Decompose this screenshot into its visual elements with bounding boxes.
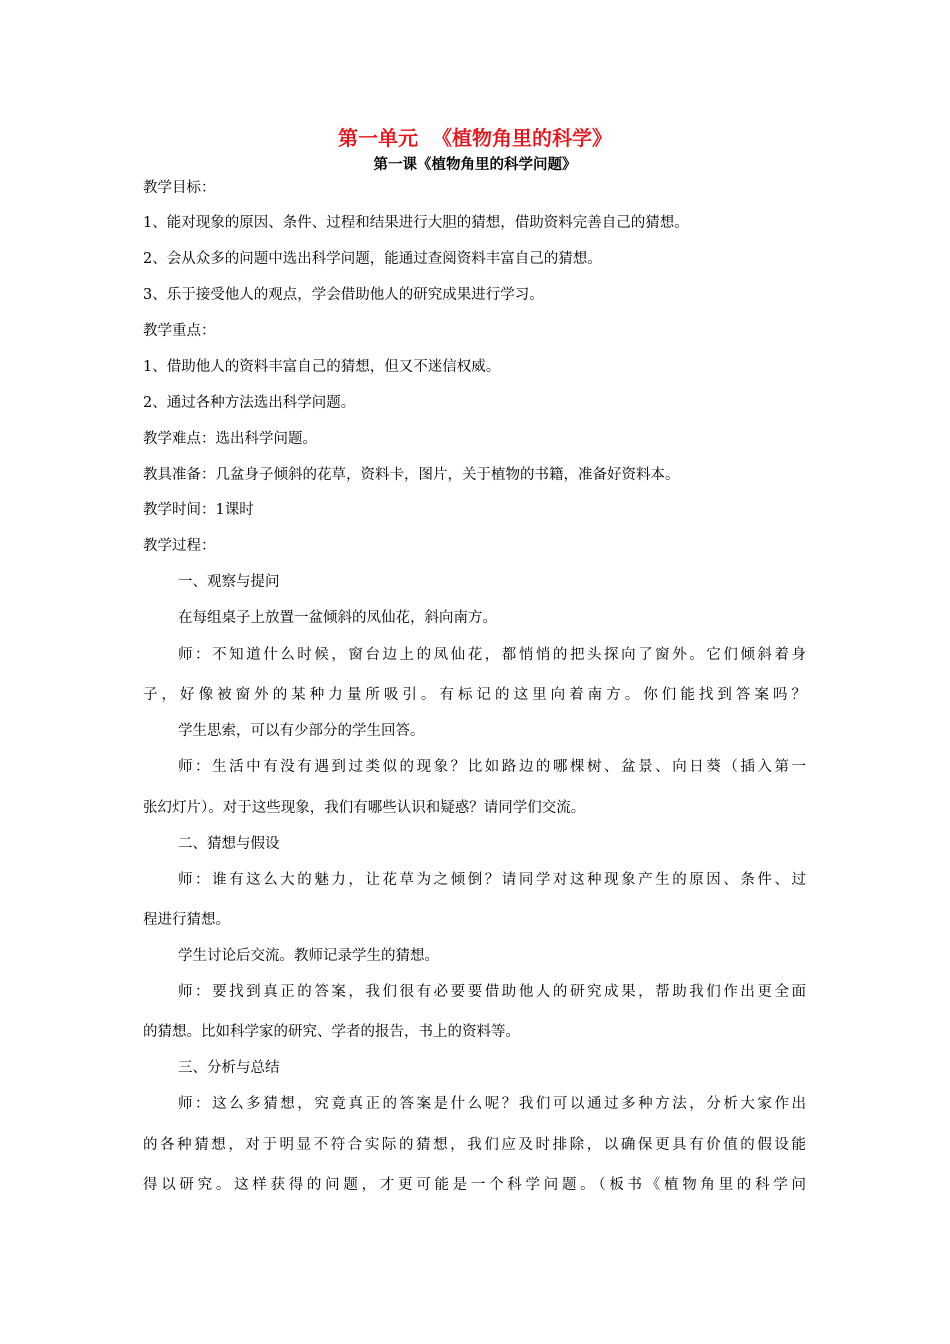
paragraph-line: 的各种猜想，对于明显不符合实际的猜想，我们应及时排除，以确保更具有价值的假设能 [143, 1137, 806, 1153]
heading-objectives: 教学目标： [143, 180, 216, 196]
section-heading-2: 二、猜想与假设 [178, 836, 280, 852]
paragraph-line: 在每组桌子上放置一盆倾斜的凤仙花，斜向南方。 [178, 610, 497, 626]
section-heading-3: 三、分析与总结 [178, 1060, 280, 1076]
lesson-title: 第一课《植物角里的科学问题》 [373, 157, 577, 173]
section-heading-1: 一、观察与提问 [178, 574, 280, 590]
key-point-item-2: 2、通过各种方法选出科学问题。 [143, 395, 356, 411]
teaching-aids: 教具准备：几盆身子倾斜的花草，资料卡，图片，关于植物的书籍，准备好资料本。 [143, 467, 680, 483]
unit-title: 第一单元 《植物角里的科学》 [338, 126, 612, 150]
objective-item-2: 2、会从众多的问题中选出科学问题，能通过查阅资料丰富自己的猜想。 [143, 251, 602, 267]
paragraph-line: 程进行猜想。 [143, 912, 230, 928]
heading-key-points: 教学重点： [143, 323, 216, 339]
difficult-point: 教学难点：选出科学问题。 [143, 431, 317, 447]
teaching-time: 教学时间：1课时 [143, 502, 254, 518]
paragraph-line: 张幻灯片）。对于这些现象，我们有哪些认识和疑惑？请同学们交流。 [143, 800, 586, 816]
paragraph-line: 学生思索，可以有少部分的学生回答。 [178, 723, 425, 739]
heading-process: 教学过程： [143, 538, 216, 554]
paragraph-line: 的猜想。比如科学家的研究、学者的报告，书上的资料等。 [143, 1024, 520, 1040]
paragraph-line: 师：不知道什么时候，窗台边上的凤仙花，都悄悄的把头探向了窗外。它们倾斜着身 [178, 647, 806, 663]
paragraph-line: 得以研究。这样获得的问题，才更可能是一个科学问题。（板书《植物角里的科学问 [143, 1177, 806, 1193]
key-point-item-1: 1、借助他人的资料丰富自己的猜想，但又不迷信权威。 [143, 359, 501, 375]
paragraph-line: 子，好像被窗外的某种力量所吸引。有标记的这里向着南方。你们能找到答案吗？ [143, 687, 806, 703]
paragraph-line: 师：生活中有没有遇到过类似的现象？比如路边的哪棵树、盆景、向日葵（插入第一 [178, 759, 806, 775]
objective-item-1: 1、能对现象的原因、条件、过程和结果进行大胆的猜想，借助资料完善自己的猜想。 [143, 215, 689, 231]
paragraph-line: 学生讨论后交流。教师记录学生的猜想。 [178, 948, 439, 964]
paragraph-line: 师：这么多猜想，究竟真正的答案是什么呢？我们可以通过多种方法，分析大家作出 [178, 1096, 806, 1112]
paragraph-line: 师：谁有这么大的魅力，让花草为之倾倒？请同学对这种现象产生的原因、条件、过 [178, 872, 806, 888]
paragraph-line: 师：要找到真正的答案，我们很有必要要借助他人的研究成果，帮助我们作出更全面 [178, 984, 806, 1000]
objective-item-3: 3、乐于接受他人的观点，学会借助他人的研究成果进行学习。 [143, 287, 544, 303]
